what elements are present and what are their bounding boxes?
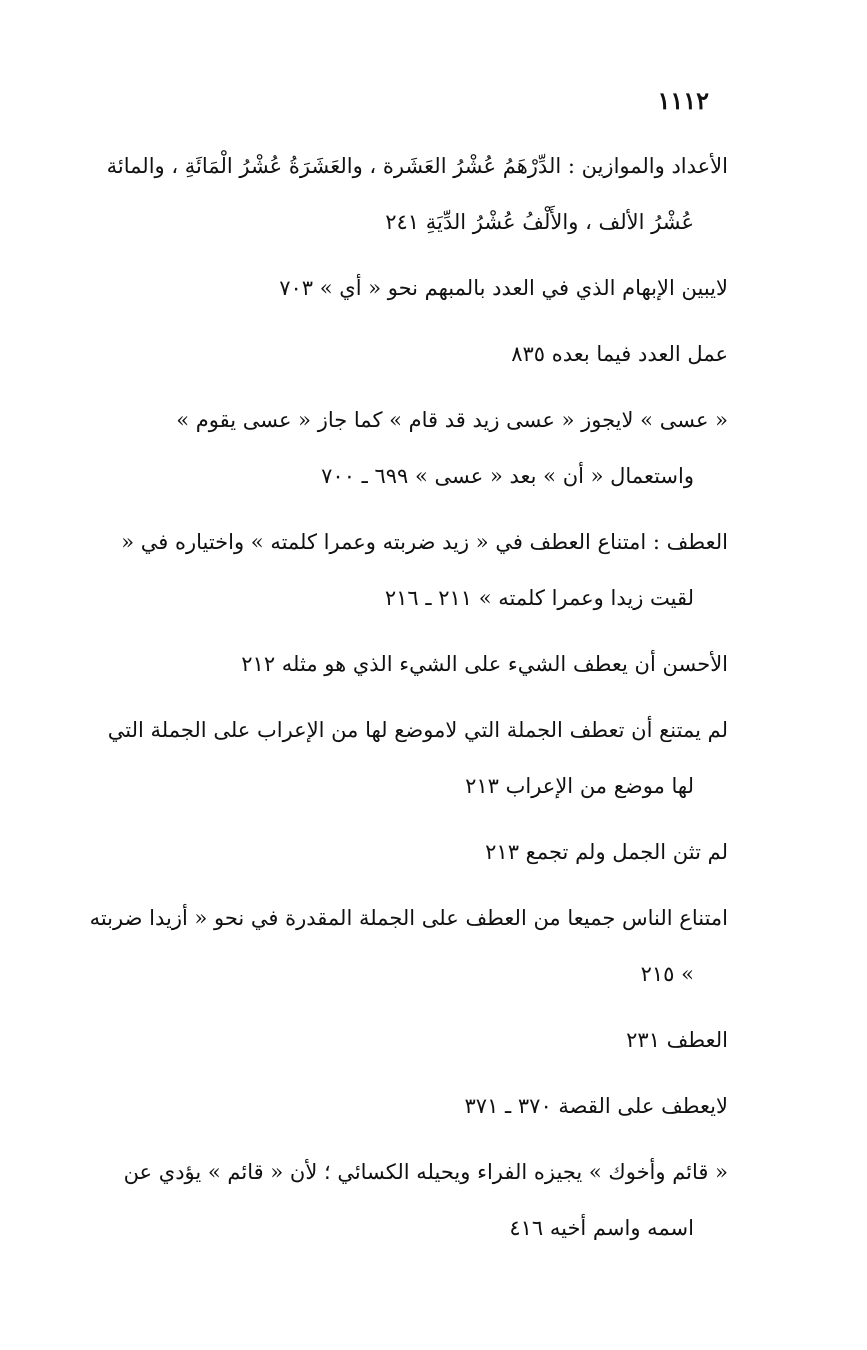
index-entry: « قائم وأخوك » يجيزه الفراء ويحيله الكسائي ؛ لأن « قائم » يؤدي عن اسمه واسم أخيه ٤١٦ <box>123 1160 728 1240</box>
page-number: ١١١٢ <box>657 86 709 115</box>
index-entry: العطف : امتناع العطف في « زيد ضربته وعمرا كلمته » واختياره في « لقيت زيدا وعمرا كلمته » ٢١١ ـ ٢١٦ <box>121 530 728 610</box>
index-entry: لايعطف على القصة ٣٧٠ ـ ٣٧١ <box>464 1094 728 1118</box>
index-entry: لم يمتنع أن تعطف الجملة التي لاموضع لها من الإعراب على الجملة التي لها موضع من الإعراب ٢١٣ <box>107 718 728 798</box>
index-entries <box>88 138 728 1266</box>
index-entry: الأحسن أن يعطف الشيء على الشيء الذي هو مثله ٢١٢ <box>241 652 728 676</box>
index-entry: لم تثن الجمل ولم تجمع ٢١٣ <box>485 840 728 864</box>
index-entry: لايبين الإبهام الذي في العدد بالمبهم نحو « أي » ٧٠٣ <box>279 276 728 300</box>
index-entry: عمل العدد فيما بعده ٨٣٥ <box>511 342 728 366</box>
index-entry: العطف ٢٣١ <box>626 1028 728 1052</box>
index-entry: « عسى » لايجوز « عسى زيد قد قام » كما جاز « عسى يقوم » واستعمال « أن » بعد « عسى » ٦٩٩ ـ ٧٠٠ <box>176 408 728 488</box>
index-entry: الأعداد والموازين : الدِّرْهَمُ عُشْرُ العَشَرة ، والعَشَرَةُ عُشْرُ الْمَائَةِ ، والمائة عُشْرُ الألف ، والأَلْفُ عُشْرُ الدِّيَةِ ٢٤١ <box>106 154 728 234</box>
index-entry: امتناع الناس جميعا من العطف على الجملة المقدرة في نحو « أزيدا ضربته » ٢١٥ <box>89 906 728 986</box>
